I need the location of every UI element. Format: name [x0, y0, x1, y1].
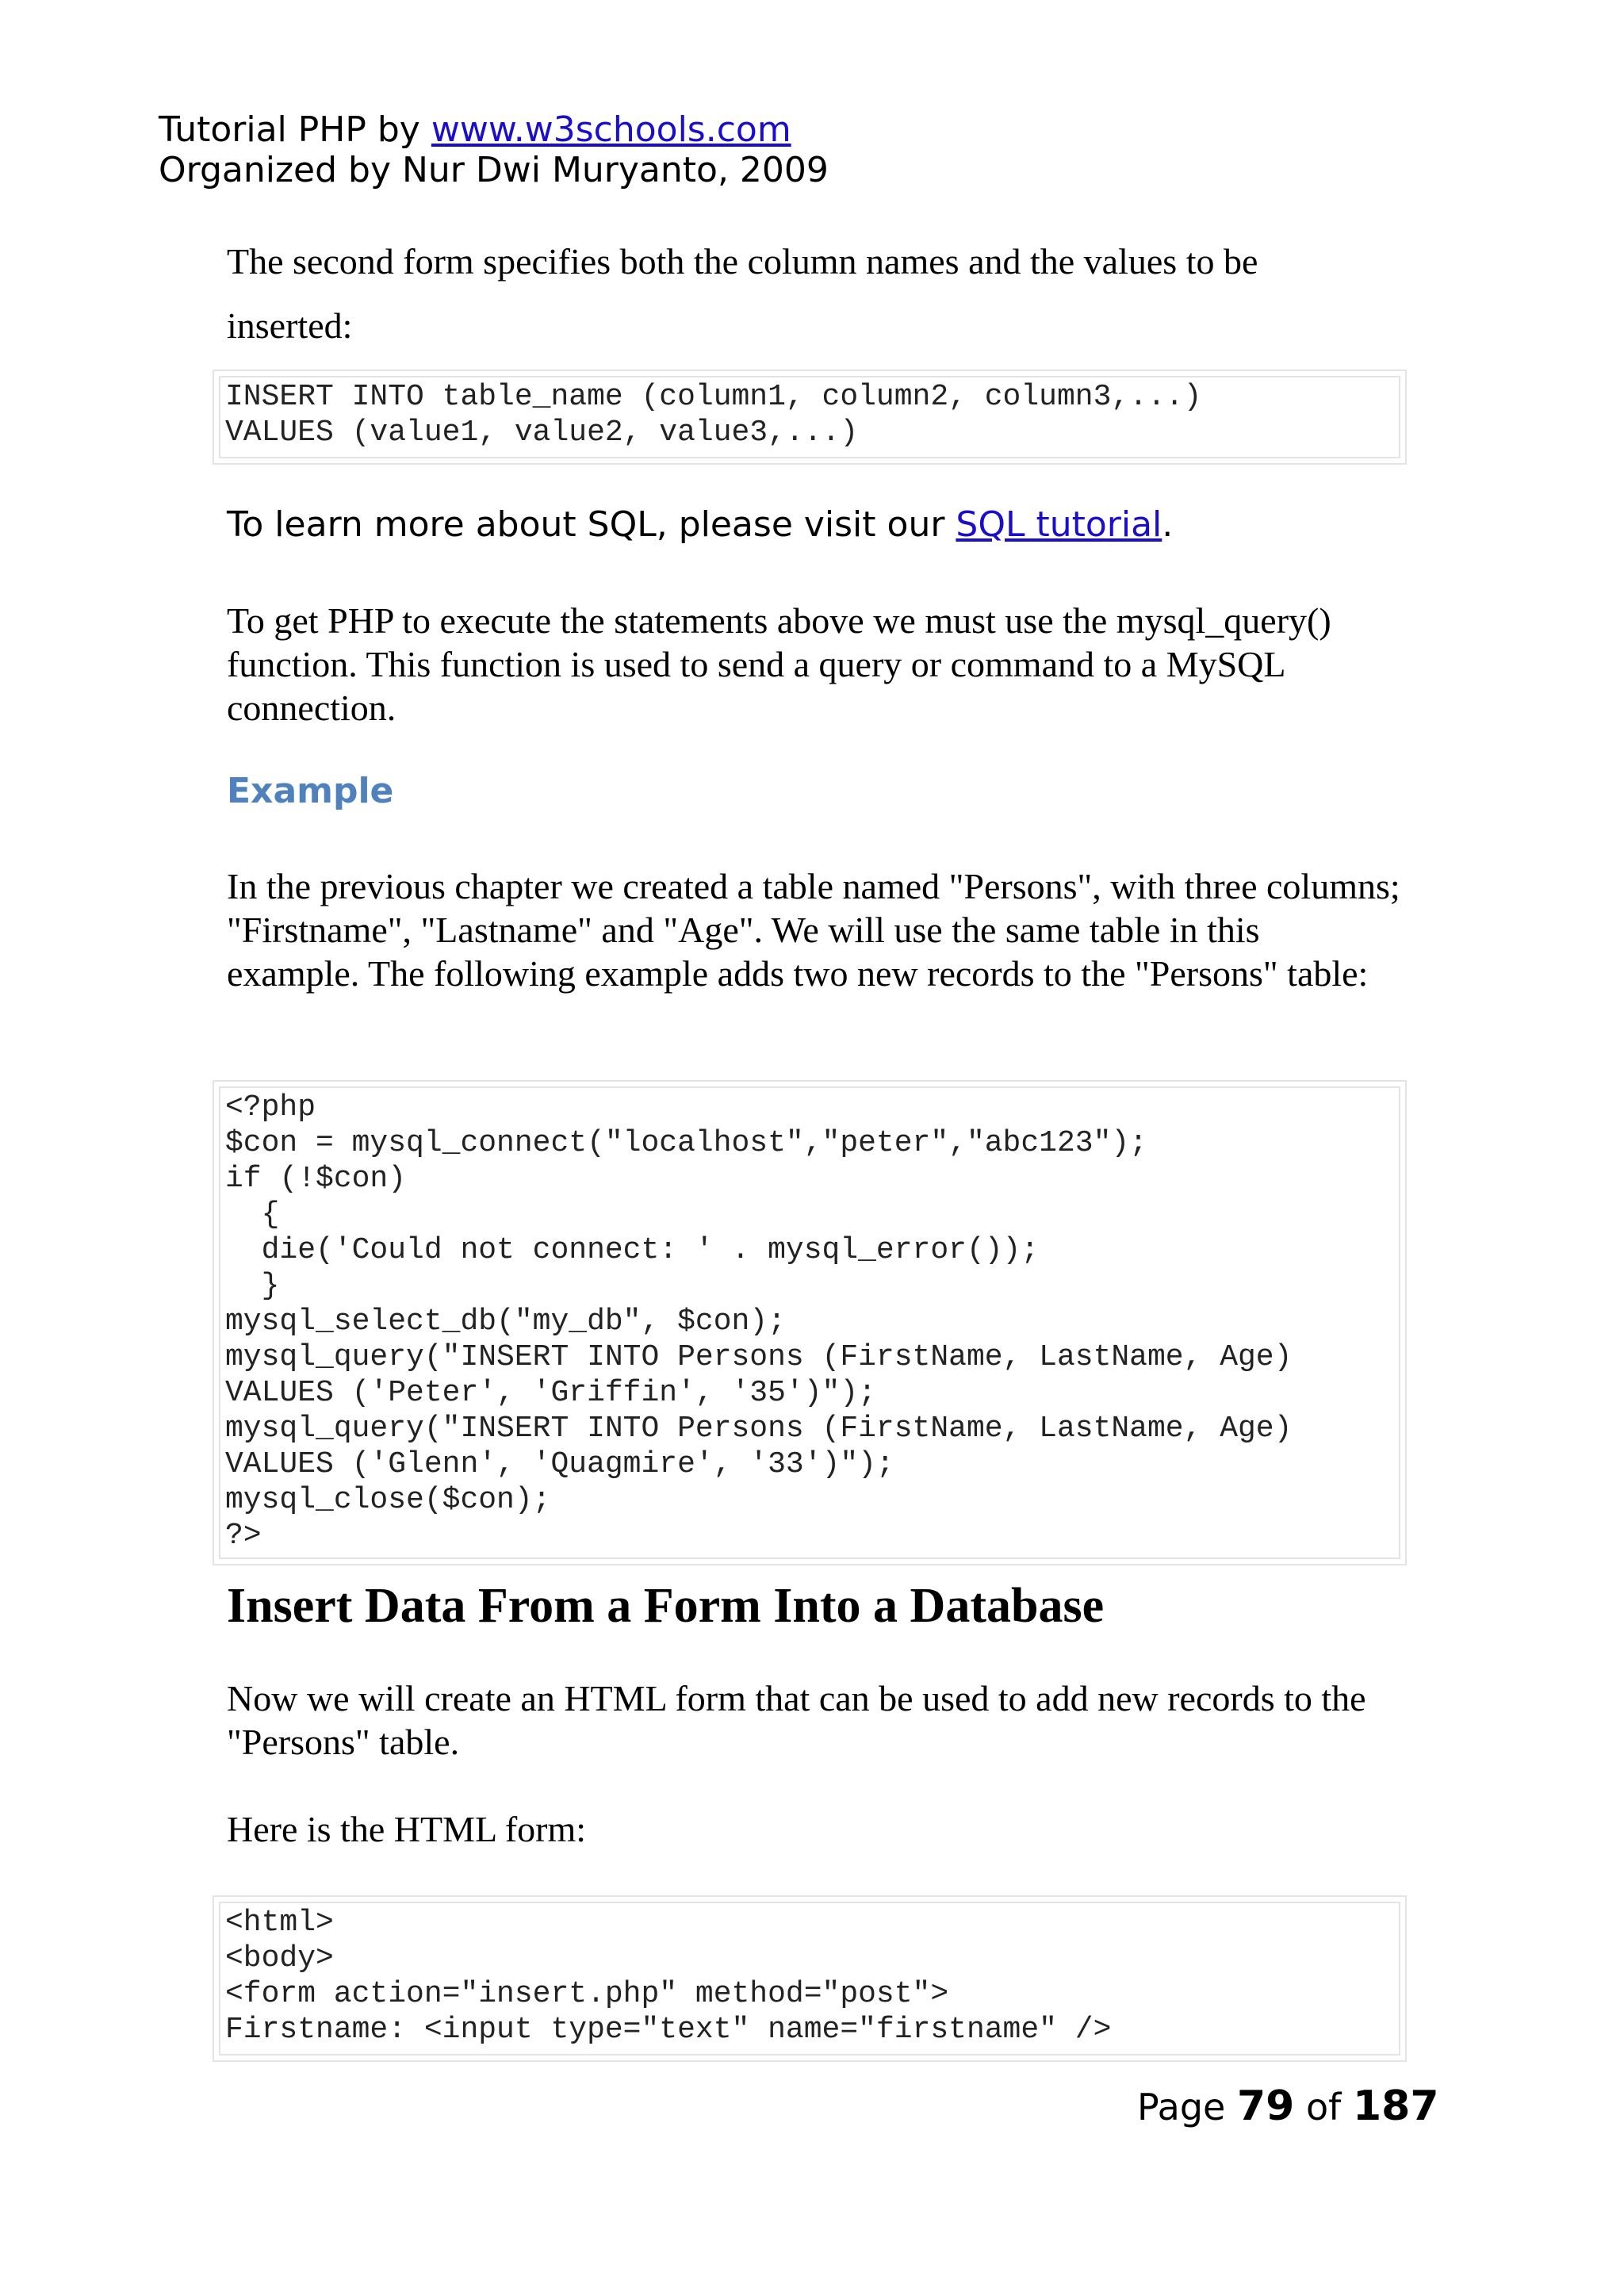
sql-tutorial-note — [227, 504, 1173, 545]
footer-total-pages: 187 — [1352, 2082, 1439, 2130]
page-header — [159, 109, 829, 190]
section-heading: Insert Data From a Form Into a Database — [227, 1579, 1105, 1633]
code-box-example — [213, 1080, 1407, 1565]
code-form: <html> <body> <form action="insert.php" method="post"> Firstname: <input type="text" name="firstname" /> — [225, 1906, 1112, 2047]
second-form-paragraph-cont: inserted: — [227, 305, 353, 346]
sql-note-suffix: . — [1162, 504, 1174, 545]
w3schools-link[interactable]: www.w3schools.com — [431, 109, 791, 150]
footer-page-number: 79 — [1236, 2082, 1295, 2130]
header-title: Tutorial PHP by — [159, 109, 431, 150]
sql-note-text: To learn more about SQL, please visit our — [227, 504, 956, 545]
code-box-inner — [219, 1902, 1400, 2056]
footer-of-word: of — [1294, 2086, 1353, 2128]
here-form-paragraph: Here is the HTML form: — [227, 1809, 587, 1849]
second-form-paragraph: The second form specifies both the column names and the values to be — [227, 241, 1258, 282]
header-line-1 — [159, 109, 829, 150]
sql-tutorial-link[interactable]: SQL tutorial — [956, 504, 1162, 545]
header-line-2: Organized by Nur Dwi Muryanto, 2009 — [159, 150, 829, 190]
code-box-inner — [219, 1086, 1400, 1559]
footer-page-word: Page — [1137, 2086, 1237, 2128]
code-example: <?php $con = mysql_connect("localhost","peter","abc123"); if (!$con) { die('Could not connect: ' . mysql_error()); } mysql_select_db("my_db", $con); mysql_query("INSERT INTO Persons (FirstName, LastName, Age) VALUES ('Peter', 'Griffin', '35')"); mysql_query("INSERT INTO Persons (FirstName, LastName, Age) VALUES ('Glenn', 'Quagmire', '33')"); mysql_close($con); ?> — [225, 1090, 1293, 1553]
form-intro-paragraph: Now we will create an HTML form that can be used to add new records to the "Persons" table. — [227, 1678, 1366, 1762]
code-box-inner — [219, 376, 1400, 458]
example-paragraph: In the previous chapter we created a table named "Persons", with three columns; "Firstname", "Lastname" and "Age". We will use the same table in this example. The following example adds two new records to the "Persons" table: — [227, 866, 1400, 994]
code-box-insert-syntax — [213, 370, 1407, 465]
example-heading: Example — [227, 771, 394, 811]
page-footer — [1137, 2082, 1439, 2130]
mysql-query-paragraph: To get PHP to execute the statements above we must use the mysql_query() function. This function is used to send a query or command to a MySQL connection. — [227, 600, 1331, 728]
code-insert-syntax: INSERT INTO table_name (column1, column2, column3,...) VALUES (value1, value2, value3,...) — [225, 380, 1202, 450]
code-box-form — [213, 1895, 1407, 2062]
